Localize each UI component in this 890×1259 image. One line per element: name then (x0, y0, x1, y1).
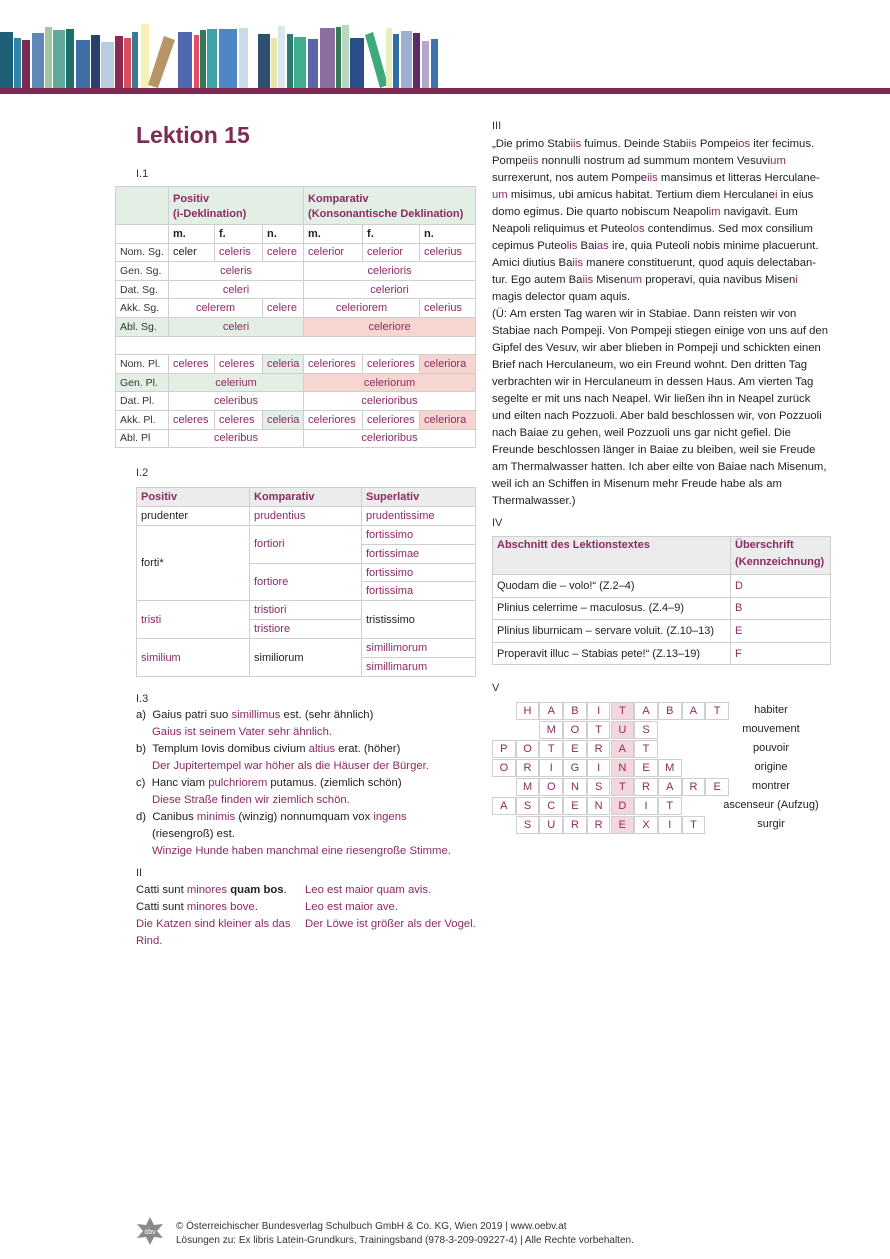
case-label: Abl. Pl (116, 429, 169, 448)
item-a-translation: Gaius ist seinem Vater sehr ähnlich. (152, 726, 332, 738)
form-cell: celeres (215, 355, 263, 374)
oebv-logo-icon (136, 1216, 164, 1246)
item-d-translation: Winzige Hunde haben manchmal eine riesengroße Stimme. (152, 845, 451, 857)
translation-line: Thermalwasser.) (492, 495, 576, 507)
puzzle-letter: N (611, 759, 635, 777)
form-cell: celeriores (363, 355, 420, 374)
form-cell: celeriorem (304, 299, 420, 318)
form-cell: fortiore (250, 563, 362, 601)
translation-line: Stabiae nach Pompeji. Von Pompeji stiegen einige von uns auf den (492, 325, 828, 337)
puzzle-letter: E (563, 797, 587, 815)
gender-label: m. (304, 225, 363, 244)
section-label-iii: III (492, 120, 502, 132)
latin-text (492, 136, 837, 510)
latin-line: Amici diutius Baiis manere constituerunt, quod aquis delectaban- (492, 257, 817, 269)
puzzle-letter: T (539, 740, 563, 758)
translation-line: und eilten nach Pozzuoli. Aber bald beschlossen wir, von Pozzuoli (492, 410, 822, 422)
french-word: origine (754, 761, 788, 773)
puzzle-letter: X (634, 816, 658, 834)
header-bookshelf (0, 0, 890, 95)
section-text: Plinius liburnicam – servare voluit. (Z.10–13) (493, 620, 731, 643)
latin-line: cepimus Puteolis Baias ire, quia Puteoli nobis minime placuerunt. (492, 240, 819, 252)
puzzle-letter: O (539, 778, 563, 796)
case-label: Dat. Pl. (116, 392, 169, 411)
item-d: d) Canibus minimis (winzig) nonnumquam vox ingens (136, 811, 407, 823)
form-cell: celeribus (169, 392, 304, 411)
translation-line: (Ü: Am ersten Tag waren wir in Stabiae. Dann reisten wir von (492, 308, 797, 320)
puzzle-letter: T (634, 740, 658, 758)
form-cell: celerioris (304, 262, 476, 281)
form-cell: celeris (215, 243, 263, 262)
puzzle-letter: C (539, 797, 563, 815)
section-label-ii: II (136, 867, 143, 879)
case-label: Gen. Pl. (116, 373, 169, 392)
puzzle-letter: A (539, 702, 563, 720)
form-cell: celer (169, 243, 215, 262)
puzzle-letter: I (634, 797, 658, 815)
section-text: Quodam die – volo!“ (Z.2–4) (493, 575, 731, 598)
translation-line: Brief nach Herculaneum, wo ein Freund wohnt. Den dritten Tag (492, 359, 808, 371)
item-a: a) Gaius patri suo simillimus est. (sehr ähnlich) (136, 709, 374, 721)
puzzle-letter: B (658, 702, 682, 720)
case-label: Akk. Pl. (116, 410, 169, 429)
translation-line: weil ich an Schiffen in Misenum mehr Freude habe als am (492, 478, 782, 490)
latin-line: um misimus, ubi amicus habitat. Tertium diem Herculanei in eius (492, 189, 814, 201)
case-label: Nom. Pl. (116, 355, 169, 374)
section-label-i3: I.3 (136, 693, 149, 705)
svg-text:öbv: öbv (144, 1229, 156, 1236)
puzzle-letter: T (705, 702, 729, 720)
copyright-line: © Österreichischer Bundesverlag Schulbuch GmbH & Co. KG, Wien 2019 | www.oebv.at (176, 1221, 567, 1232)
puzzle-letter: R (516, 759, 540, 777)
form-cell: similium (137, 639, 250, 677)
form-cell: fortiori (250, 525, 362, 563)
form-cell: similiorum (250, 639, 362, 677)
page-title: Lektion 15 (136, 122, 250, 148)
puzzle-letter: T (611, 778, 635, 796)
puzzle-letter: I (539, 759, 563, 777)
puzzle-letter: M (516, 778, 540, 796)
puzzle-letter: E (705, 778, 729, 796)
form-cell: prudentius (250, 506, 362, 525)
header-superlativ: Superlativ (362, 488, 476, 507)
form-cell: simillimorum (362, 639, 476, 658)
form-cell: fortissima (362, 582, 476, 601)
section-mark: B (731, 597, 831, 620)
latin-line: domo egimus. Die quarto nobiscum Neapolim navigavit. Eum (492, 206, 798, 218)
form-cell: celeres (169, 410, 215, 429)
item-b-translation: Der Jupitertempel war höher als die Häuser der Bürger. (152, 760, 429, 772)
form-cell: celere (263, 243, 304, 262)
puzzle-letter: R (634, 778, 658, 796)
form-cell: tristi (137, 601, 250, 639)
section-text: Properavit illuc – Stabias pete!“ (Z.13–19) (493, 642, 731, 665)
form-cell: celerius (420, 299, 476, 318)
form-cell: fortissimo (362, 525, 476, 544)
case-label: Dat. Sg. (116, 280, 169, 299)
latin-line: Pompeiis nonnulli nostrum ad summum montem Vesuvium (492, 155, 786, 167)
section-label-v: V (492, 682, 500, 694)
puzzle-letter: A (634, 702, 658, 720)
case-label: Abl. Sg. (116, 317, 169, 336)
header-ueberschrift: Überschrift (Kennzeichnung) (731, 537, 831, 575)
form-cell: celeriora (420, 355, 476, 374)
puzzle-letter: I (587, 759, 611, 777)
section-label-i2: I.2 (136, 467, 149, 479)
header-komparativ: Komparativ (250, 488, 362, 507)
puzzle-letter: R (563, 816, 587, 834)
puzzle-letter: A (492, 797, 516, 815)
spacer-row (116, 336, 476, 355)
exercise-ii-left: Catti sunt minores quam bos. Catti sunt minores bove. Die Katzen sind kleiner als das Rind. (136, 884, 291, 947)
section-mark: F (731, 642, 831, 665)
french-word: habiter (754, 704, 788, 716)
latin-line: magis delector quam aquis. (492, 291, 631, 303)
puzzle-letter: G (563, 759, 587, 777)
form-cell: celerem (169, 299, 263, 318)
puzzle-letter: H (516, 702, 540, 720)
puzzle-letter: T (611, 702, 635, 720)
puzzle-letter: E (563, 740, 587, 758)
puzzle-letter: S (634, 721, 658, 739)
puzzle-letter: O (516, 740, 540, 758)
french-word: mouvement (742, 723, 800, 735)
puzzle-letter: B (563, 702, 587, 720)
form-cell: celerioribus (304, 392, 476, 411)
form-cell: celerior (363, 243, 420, 262)
form-cell: forti* (137, 525, 250, 601)
puzzle-letter: E (634, 759, 658, 777)
french-word: ascenseur (Aufzug) (723, 799, 819, 811)
header-positiv: Positiv (137, 488, 250, 507)
form-cell: celeriora (420, 410, 476, 429)
exercise-i3 (136, 707, 481, 860)
form-cell: celeriores (304, 355, 363, 374)
form-cell: celeriores (363, 410, 420, 429)
french-word: montrer (752, 780, 790, 792)
heading-match-table (492, 536, 831, 665)
form-cell: celeres (215, 410, 263, 429)
form-cell: celeriori (304, 280, 476, 299)
form-cell: celerioribus (304, 429, 476, 448)
header-abschnitt: Abschnitt des Lektionstextes (493, 537, 731, 575)
form-cell: celeriore (304, 317, 476, 336)
puzzle-letter: A (682, 702, 706, 720)
puzzle-letter: M (658, 759, 682, 777)
form-cell: celeria (263, 410, 304, 429)
puzzle-letter: N (587, 797, 611, 815)
comparison-table (136, 487, 476, 677)
case-label: Akk. Sg. (116, 299, 169, 318)
gender-label: n. (420, 225, 476, 244)
form-cell: tristiore (250, 620, 362, 639)
puzzle-letter: O (563, 721, 587, 739)
form-cell: prudenter (137, 506, 250, 525)
gender-label: n. (263, 225, 304, 244)
footer (176, 1220, 634, 1248)
puzzle-letter: I (658, 816, 682, 834)
section-label-iv: IV (492, 517, 503, 529)
latin-line: „Die primo Stabiis fuimus. Deinde Stabiis Pompeios iter fecimus. (492, 138, 815, 150)
form-cell: fortissimae (362, 544, 476, 563)
form-cell: tristissimo (362, 601, 476, 639)
puzzle-letter: M (539, 721, 563, 739)
puzzle-letter: E (611, 816, 635, 834)
item-c: c) Hanc viam pulchriorem putamus. (ziemlich schön) (136, 777, 402, 789)
form-cell: celerior (304, 243, 363, 262)
form-cell: celerius (420, 243, 476, 262)
bookshelf-illustration (0, 0, 890, 95)
item-d-cont: (riesengroß) est. (152, 828, 235, 840)
header-positiv: Positiv (i-Deklination) (169, 187, 304, 225)
item-b: b) Templum Iovis domibus civium altius erat. (höher) (136, 743, 401, 755)
item-c-translation: Diese Straße finden wir ziemlich schön. (152, 794, 350, 806)
translation-line: am Thermalwasser hatten. Ich aber eilte von Baiae nach Misenum, (492, 461, 827, 473)
puzzle-letter: N (563, 778, 587, 796)
puzzle-letter: U (611, 721, 635, 739)
latin-line: Neapoli reliquimus et Puteolos contendimus. Sed mox consilium (492, 223, 813, 235)
puzzle-letter: T (658, 797, 682, 815)
gender-label: f. (215, 225, 263, 244)
form-cell: celeri (169, 280, 304, 299)
puzzle-letter: U (539, 816, 563, 834)
form-cell: celeribus (169, 429, 304, 448)
puzzle-letter: T (587, 721, 611, 739)
puzzle-letter: A (611, 740, 635, 758)
puzzle-letter: S (516, 797, 540, 815)
form-cell: tristiori (250, 601, 362, 620)
translation-line: nach Baiae zu gehen, weil Pozzuoli uns gar nicht gefiel. Die (492, 427, 791, 439)
french-word: pouvoir (752, 742, 790, 754)
exercise-ii-right: Leo est maior quam avis. Leo est maior ave. Der Löwe ist größer als der Vogel. (305, 884, 476, 930)
form-cell: celeriores (304, 410, 363, 429)
form-cell: celere (263, 299, 304, 318)
puzzle-letter: P (492, 740, 516, 758)
section-text: Plinius celerrime – maculosus. (Z.4–9) (493, 597, 731, 620)
form-cell: prudentissime (362, 506, 476, 525)
translation-line: segelte er mit uns nach Neapel. Wir ließen ihn in Neapel zurück (492, 393, 811, 405)
source-line: Lösungen zu: Ex libris Latein-Grundkurs, Trainingsband (978-3-209-09227-4) | Alle Rechte vorbehalten. (176, 1235, 634, 1246)
form-cell: simillimarum (362, 658, 476, 677)
case-label: Nom. Sg. (116, 243, 169, 262)
gender-label: m. (169, 225, 215, 244)
form-cell: celeris (169, 262, 304, 281)
puzzle-letter: R (587, 740, 611, 758)
form-cell: celeriorum (304, 373, 476, 392)
form-cell: celeria (263, 355, 304, 374)
form-cell: fortissimo (362, 563, 476, 582)
puzzle-letter: D (611, 797, 635, 815)
puzzle-letter: S (516, 816, 540, 834)
french-word: surgir (757, 818, 785, 830)
section-label-i1: I.1 (136, 168, 149, 180)
form-cell: celeres (169, 355, 215, 374)
translation-line: Gipfel des Vesuv, wir aber blieben in Pompeji und schickten einen (492, 342, 821, 354)
declension-table (115, 186, 476, 448)
section-mark: D (731, 575, 831, 598)
latin-line: tur. Ego autem Baiis Misenum properavi, quia navibus Miseni (492, 274, 798, 286)
translation-line: verbrachten wir in Herculaneum in dessen Haus. Am vierten Tag (492, 376, 814, 388)
puzzle-letter: R (682, 778, 706, 796)
puzzle-letter: T (682, 816, 706, 834)
section-mark: E (731, 620, 831, 643)
gender-label: f. (363, 225, 420, 244)
puzzle-letter: O (492, 759, 516, 777)
translation-line: Freunde beschlossen länger in Baiae zu bleiben, weil sie Freude (492, 444, 816, 456)
form-cell: celeri (169, 317, 304, 336)
puzzle-letter: S (587, 778, 611, 796)
header-komparativ: Komparativ (Konsonantische Deklination) (304, 187, 476, 225)
puzzle-letter: I (587, 702, 611, 720)
form-cell: celerium (169, 373, 304, 392)
puzzle-letter: A (658, 778, 682, 796)
latin-line: surrexerunt, nos autem Pompeiis mansimus et litteras Herculane- (492, 172, 820, 184)
case-label: Gen. Sg. (116, 262, 169, 281)
puzzle-letter: R (587, 816, 611, 834)
